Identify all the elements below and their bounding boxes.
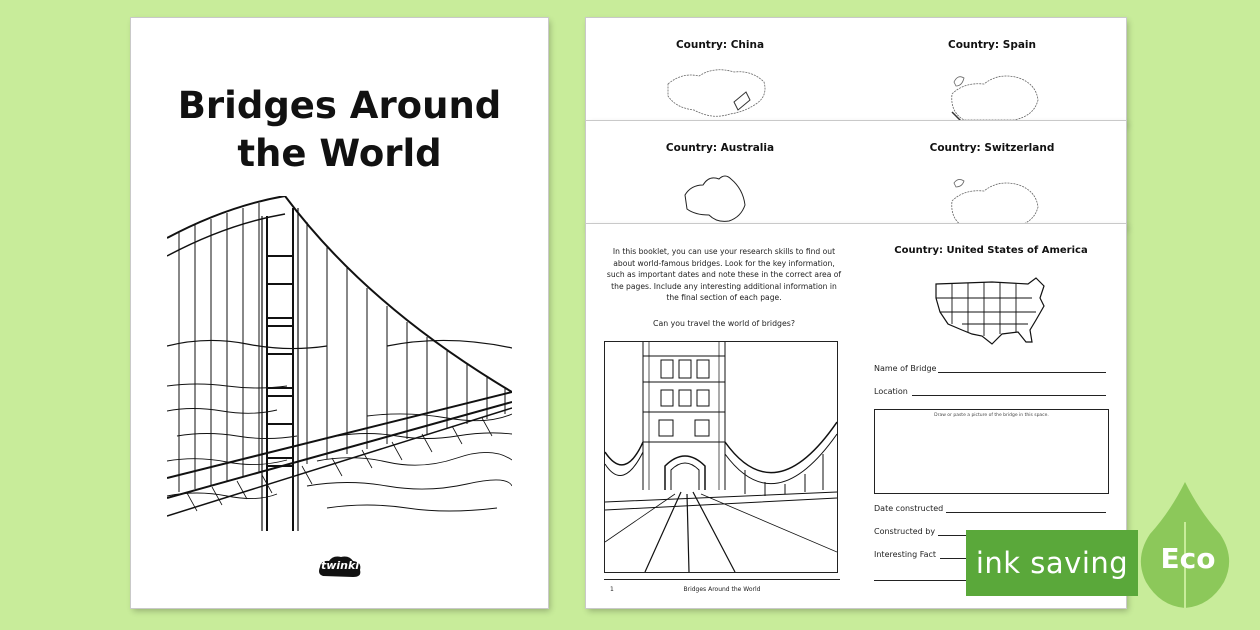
cover-page: [131, 18, 548, 608]
europe-map-spain: [944, 64, 1044, 122]
field-label-fact: Interesting Fact: [874, 550, 937, 559]
country-label-spain: Country: Spain: [947, 39, 1036, 51]
country-label-australia: Country: Australia: [665, 142, 775, 154]
field-label-location: Location: [874, 387, 908, 396]
ink-saving-banner: [966, 530, 1138, 596]
cover-title-line-2: the World: [237, 132, 442, 175]
cover-title-line-1: Bridges Around: [177, 84, 502, 127]
twinkl-logo: [317, 554, 363, 580]
tower-bridge-drawing: [605, 342, 837, 572]
country-label-switzerland: Country: Switzerland: [929, 142, 1055, 154]
field-label-constructed-by: Constructed by: [874, 527, 936, 536]
eco-label: Eco: [1160, 542, 1216, 575]
page-australia-switzerland: [586, 121, 1126, 227]
cover-title: [131, 82, 548, 178]
intro-paragraph: In this booklet, you can use your research skills to find out about world-famous bridges. Look for the key information, such as important dates and note these in the correct area of the pages. Include any interesting additional information in the final section of each page.: [606, 247, 842, 303]
page-china-spain: [586, 18, 1126, 124]
china-map: [664, 64, 774, 122]
field-label-date: Date constructed: [874, 504, 944, 513]
footer-rule: [604, 579, 840, 580]
field-line-name[interactable]: [938, 372, 1106, 373]
australia-map: [681, 171, 751, 226]
field-line-date[interactable]: [946, 512, 1106, 513]
page-number: 1: [610, 586, 614, 593]
tower-bridge-illustration: [604, 341, 838, 573]
field-line-location[interactable]: [912, 395, 1106, 396]
picture-hint: Draw or paste a picture of the bridge in this space.: [934, 413, 1049, 418]
field-label-name: Name of Bridge: [874, 364, 937, 373]
ink-saving-label: ink saving: [975, 546, 1129, 580]
country-label-usa: Country: United States of America: [894, 245, 1088, 256]
golden-gate-bridge-illustration: [167, 196, 512, 536]
country-label-china: Country: China: [675, 39, 765, 51]
europe-map-switzerland: [944, 171, 1044, 226]
logo-text: twinkl: [320, 559, 360, 572]
usa-map: [932, 276, 1050, 348]
picture-box[interactable]: [874, 409, 1109, 494]
intro-question: Can you travel the world of bridges?: [653, 319, 795, 328]
footer-title: Bridges Around the World: [683, 586, 761, 593]
